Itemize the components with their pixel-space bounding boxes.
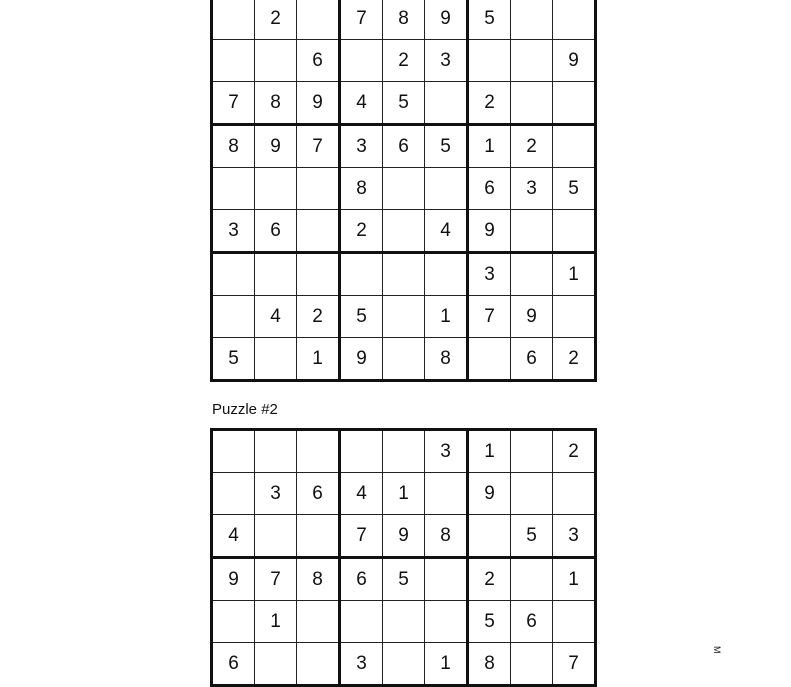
sudoku-cell xyxy=(511,40,553,82)
grid-row xyxy=(212,253,596,296)
sudoku-cell: 2 xyxy=(553,338,596,381)
sudoku-cell xyxy=(212,40,255,82)
sudoku-cell: 9 xyxy=(255,125,297,168)
sudoku-cell: 6 xyxy=(383,125,425,168)
sudoku-cell: 2 xyxy=(553,430,596,473)
sudoku-cell: 9 xyxy=(468,473,511,515)
sudoku-cell xyxy=(255,253,297,296)
sudoku-cell xyxy=(553,296,596,338)
grid-row xyxy=(212,558,596,601)
sudoku-cell: 4 xyxy=(255,296,297,338)
sudoku-cell xyxy=(511,253,553,296)
sudoku-cell: 6 xyxy=(340,558,383,601)
sudoku-cell: 3 xyxy=(425,40,468,82)
sudoku-cell xyxy=(383,168,425,210)
sudoku-cell: 6 xyxy=(297,473,340,515)
sudoku-cell xyxy=(212,168,255,210)
sudoku-cell: 6 xyxy=(468,168,511,210)
sudoku-cell: 6 xyxy=(511,338,553,381)
sudoku-cell xyxy=(212,430,255,473)
corner-mark: M xyxy=(712,646,722,654)
grid-row xyxy=(212,296,596,338)
sudoku-cell xyxy=(511,0,553,40)
sudoku-cell: 8 xyxy=(297,558,340,601)
sudoku-cell: 9 xyxy=(553,40,596,82)
sudoku-cell: 8 xyxy=(383,0,425,40)
sudoku-cell xyxy=(383,430,425,473)
sudoku-cell: 1 xyxy=(425,643,468,686)
sudoku-cell xyxy=(383,296,425,338)
sudoku-cell: 1 xyxy=(425,296,468,338)
sudoku-cell: 2 xyxy=(468,82,511,125)
sudoku-grid-puzzle-1 xyxy=(210,0,597,382)
sudoku-cell xyxy=(212,296,255,338)
sudoku-cell xyxy=(340,430,383,473)
sudoku-cell xyxy=(425,558,468,601)
grid-row xyxy=(212,338,596,381)
sudoku-cell: 9 xyxy=(340,338,383,381)
sudoku-cell: 5 xyxy=(383,558,425,601)
sudoku-cell: 9 xyxy=(297,82,340,125)
sudoku-cell xyxy=(212,601,255,643)
sudoku-cell: 5 xyxy=(383,82,425,125)
sudoku-cell xyxy=(383,253,425,296)
sudoku-cell: 5 xyxy=(511,515,553,558)
sudoku-cell: 4 xyxy=(340,473,383,515)
sudoku-cell: 3 xyxy=(255,473,297,515)
sudoku-cell xyxy=(255,643,297,686)
puzzle-2-label: Puzzle #2 xyxy=(212,401,278,418)
sudoku-cell: 2 xyxy=(340,210,383,253)
sudoku-cell: 5 xyxy=(425,125,468,168)
grid-row xyxy=(212,82,596,125)
sudoku-cell: 1 xyxy=(468,430,511,473)
sudoku-cell xyxy=(511,558,553,601)
sudoku-cell xyxy=(425,168,468,210)
sudoku-cell xyxy=(297,168,340,210)
sudoku-cell: 6 xyxy=(212,643,255,686)
sudoku-cell xyxy=(255,338,297,381)
sudoku-cell: 8 xyxy=(212,125,255,168)
sudoku-cell: 7 xyxy=(553,643,596,686)
sudoku-cell xyxy=(425,82,468,125)
sudoku-cell xyxy=(255,515,297,558)
sudoku-cell xyxy=(511,210,553,253)
sudoku-cell: 7 xyxy=(297,125,340,168)
sudoku-cell xyxy=(553,210,596,253)
sudoku-cell xyxy=(340,601,383,643)
grid-row xyxy=(212,125,596,168)
sudoku-cell: 3 xyxy=(340,125,383,168)
sudoku-cell: 9 xyxy=(468,210,511,253)
grid-row xyxy=(212,40,596,82)
sudoku-cell: 6 xyxy=(297,40,340,82)
grid-row xyxy=(212,168,596,210)
sudoku-cell xyxy=(553,0,596,40)
sudoku-cell xyxy=(383,601,425,643)
sudoku-cell xyxy=(425,253,468,296)
sudoku-cell xyxy=(553,82,596,125)
sudoku-cell: 7 xyxy=(468,296,511,338)
sudoku-cell xyxy=(340,253,383,296)
grid-row xyxy=(212,0,596,40)
sudoku-cell xyxy=(425,473,468,515)
sudoku-cell xyxy=(255,430,297,473)
sudoku-cell: 4 xyxy=(425,210,468,253)
sudoku-cell: 1 xyxy=(383,473,425,515)
sudoku-cell: 3 xyxy=(425,430,468,473)
sudoku-cell xyxy=(383,643,425,686)
sudoku-cell xyxy=(212,253,255,296)
sudoku-cell: 3 xyxy=(212,210,255,253)
sudoku-cell: 5 xyxy=(212,338,255,381)
sudoku-cell xyxy=(511,473,553,515)
sudoku-cell: 7 xyxy=(340,515,383,558)
sudoku-cell xyxy=(553,473,596,515)
sudoku-cell xyxy=(383,338,425,381)
sudoku-cell: 2 xyxy=(255,0,297,40)
sudoku-cell: 9 xyxy=(383,515,425,558)
sudoku-cell: 7 xyxy=(255,558,297,601)
sudoku-cell xyxy=(255,168,297,210)
sudoku-cell xyxy=(212,0,255,40)
sudoku-cell xyxy=(511,643,553,686)
sudoku-cell: 2 xyxy=(383,40,425,82)
sudoku-cell xyxy=(340,40,383,82)
sudoku-cell: 4 xyxy=(340,82,383,125)
sudoku-cell: 1 xyxy=(468,125,511,168)
sudoku-cell: 8 xyxy=(468,643,511,686)
sudoku-cell xyxy=(468,338,511,381)
sudoku-cell xyxy=(297,601,340,643)
sudoku-grid-puzzle-2 xyxy=(210,428,597,687)
sudoku-cell xyxy=(297,643,340,686)
sudoku-cell: 1 xyxy=(553,558,596,601)
sudoku-cell: 3 xyxy=(340,643,383,686)
sudoku-cell: 5 xyxy=(468,0,511,40)
grid-row xyxy=(212,430,596,473)
sudoku-cell xyxy=(425,601,468,643)
sudoku-cell: 8 xyxy=(340,168,383,210)
sudoku-cell xyxy=(553,601,596,643)
sudoku-cell xyxy=(511,82,553,125)
sudoku-cell: 8 xyxy=(425,515,468,558)
sudoku-cell: 1 xyxy=(297,338,340,381)
sudoku-cell xyxy=(297,515,340,558)
sudoku-cell: 5 xyxy=(340,296,383,338)
sudoku-cell: 9 xyxy=(511,296,553,338)
grid-row xyxy=(212,643,596,686)
sudoku-cell xyxy=(297,0,340,40)
sudoku-cell: 3 xyxy=(553,515,596,558)
sudoku-cell: 5 xyxy=(553,168,596,210)
sudoku-cell: 7 xyxy=(340,0,383,40)
sudoku-cell: 2 xyxy=(511,125,553,168)
sudoku-cell xyxy=(297,210,340,253)
sudoku-cell xyxy=(212,473,255,515)
sudoku-cell: 4 xyxy=(212,515,255,558)
sudoku-cell: 1 xyxy=(553,253,596,296)
grid-row xyxy=(212,601,596,643)
sudoku-cell: 2 xyxy=(297,296,340,338)
sudoku-cell: 9 xyxy=(425,0,468,40)
sudoku-cell: 3 xyxy=(511,168,553,210)
sudoku-cell xyxy=(297,253,340,296)
sudoku-cell xyxy=(297,430,340,473)
sudoku-cell: 1 xyxy=(255,601,297,643)
sudoku-cell: 6 xyxy=(255,210,297,253)
sudoku-cell: 9 xyxy=(212,558,255,601)
grid-row xyxy=(212,515,596,558)
sudoku-cell xyxy=(468,515,511,558)
sudoku-cell: 3 xyxy=(468,253,511,296)
sudoku-cell xyxy=(511,430,553,473)
sudoku-cell xyxy=(383,210,425,253)
sudoku-cell: 8 xyxy=(425,338,468,381)
sudoku-cell xyxy=(255,40,297,82)
grid-row xyxy=(212,473,596,515)
sudoku-cell xyxy=(553,125,596,168)
sudoku-cell: 2 xyxy=(468,558,511,601)
sudoku-cell: 6 xyxy=(511,601,553,643)
sudoku-cell: 7 xyxy=(212,82,255,125)
sudoku-cell xyxy=(468,40,511,82)
sudoku-cell: 5 xyxy=(468,601,511,643)
grid-row xyxy=(212,210,596,253)
sudoku-cell: 8 xyxy=(255,82,297,125)
